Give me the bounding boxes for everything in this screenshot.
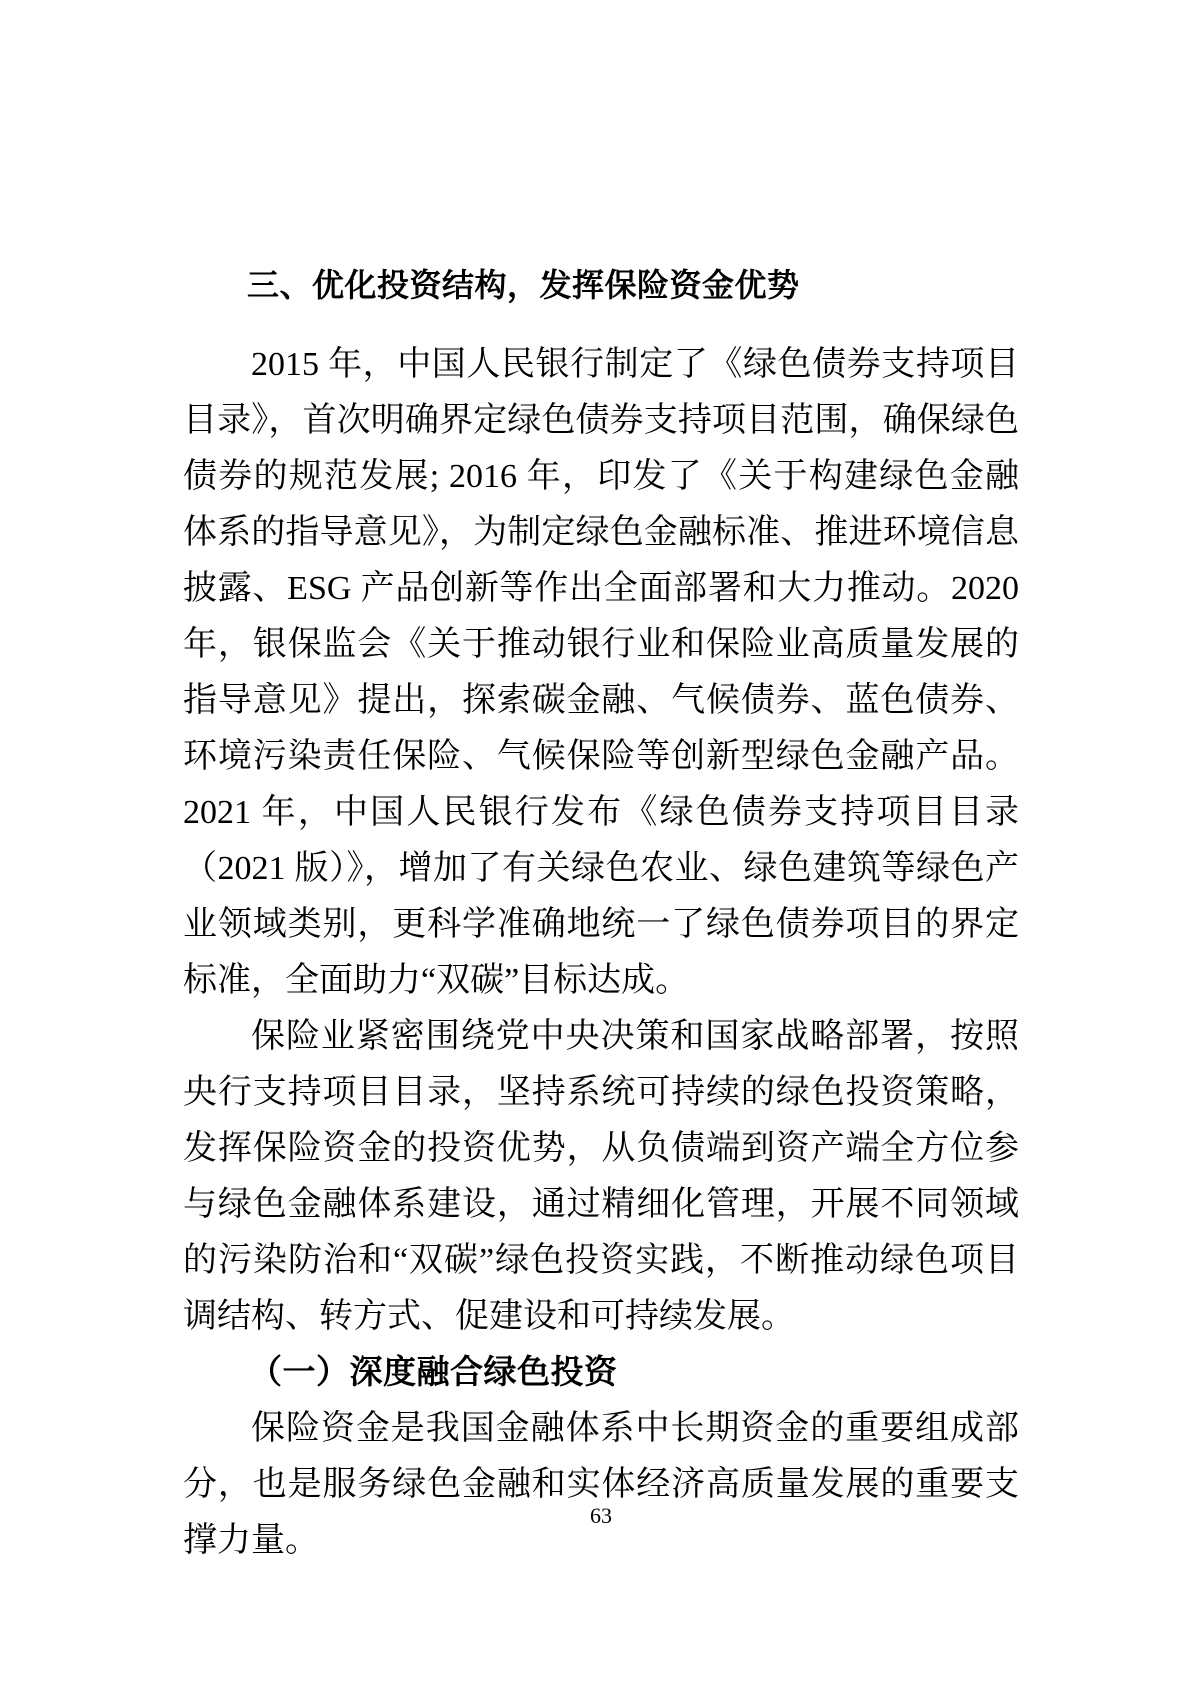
section-heading: 三、优化投资结构，发挥保险资金优势 bbox=[247, 267, 800, 303]
paragraph-insurance-funds: 保险资金是我国金融体系中长期资金的重要组成部分，也是服务绿色金融和实体经济高质量发展的重要支撑力量。 bbox=[183, 1410, 1019, 1559]
page-content bbox=[183, 255, 1019, 1569]
paragraph-green-bond-policy: 2015 年，中国人民银行制定了《绿色债券支持项目目录》，首次明确界定绿色债券支持项目范围，确保绿色债券的规范发展; 2016 年，印发了《关于构建绿色金融体系的指导意见》，为制定绿色金融标准、推进环境信息披露、ESG 产品创新等作出全面部署和大力推动。2020 年，银保监会《关于推动银行业和保险业高质量发展的指导意见》提出，探索碳金融、气候债券、蓝色债券、环境污染责任保险、气候保险等创新型绿色金融产品。2021 年，中国人民银行发布《绿色债券支持项目目录（2021 版）》，增加了有关绿色农业、绿色建筑等绿色产业领域类别，更科学准确地统一了绿色债券项目的界定标准，全面助力“双碳”目标达成。 bbox=[183, 346, 1019, 999]
subsection-heading: （一）深度融合绿色投资 bbox=[249, 1355, 618, 1391]
paragraph-insurance-strategy: 保险业紧密围绕党中央决策和国家战略部署，按照央行支持项目目录，坚持系统可持续的绿色投资策略，发挥保险资金的投资优势，从负债端到资产端全方位参与绿色金融体系建设，通过精细化管理，开展不同领域的污染防治和“双碳”绿色投资实践，不断推动绿色项目调结构、转方式、促建设和可持续发展。 bbox=[183, 1018, 1019, 1335]
page-number: 63 bbox=[590, 1503, 612, 1528]
